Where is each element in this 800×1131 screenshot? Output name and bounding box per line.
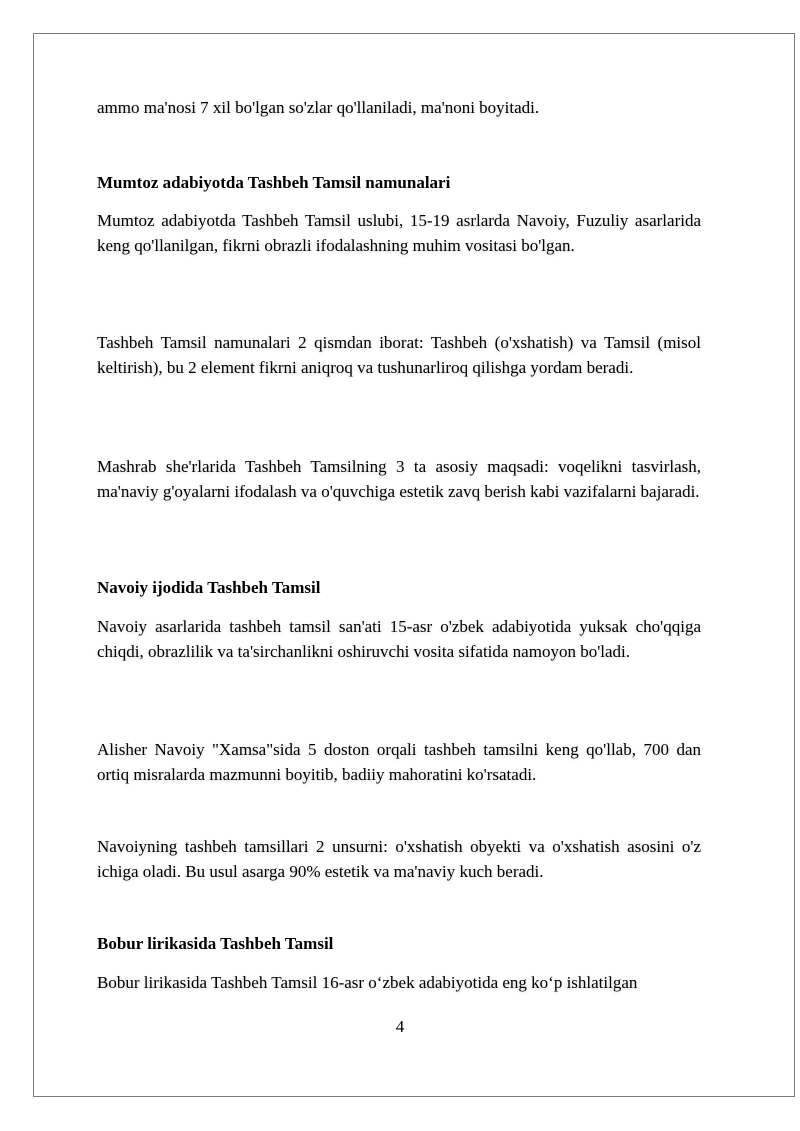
section-heading-mumtoz: Mumtoz adabiyotda Tashbeh Tamsil namunalari (97, 173, 451, 192)
paragraph-navoiy-3: Navoiyning tashbeh tamsillari 2 unsurni: o'xshatish obyekti va o'xshatish asosini o'z ichiga oladi. Bu usul asarga 90% estetik va ma'naviy kuch beradi. (97, 837, 701, 881)
intro-paragraph: ammo ma'nosi 7 xil bo'lgan so'zlar qo'llaniladi, ma'noni boyitadi. (97, 98, 540, 117)
paragraph-bobur-1: Bobur lirikasida Tashbeh Tamsil 16-asr o‘zbek adabiyotida eng ko‘p ishlatilgan (97, 973, 638, 992)
paragraph-navoiy-1: Navoiy asarlarida tashbeh tamsil san'ati 15-asr o'zbek adabiyotida yuksak cho'qqiga chiqdi, obrazlilik va ta'sirchanlikni oshiruvchi vosita sifatida namoyon bo'ladi. (97, 617, 701, 661)
paragraph-mumtoz-1: Mumtoz adabiyotda Tashbeh Tamsil uslubi, 15-19 asrlarda Navoiy, Fuzuliy asarlarida keng qo'llanilgan, fikrni obrazli ifodalashning muhim vositasi bo'lgan. (97, 211, 701, 255)
paragraph-mumtoz-3: Mashrab she'rlarida Tashbeh Tamsilning 3 ta asosiy maqsadi: voqelikni tasvirlash, ma'naviy g'oyalarni ifodalash va o'quvchiga estetik zavq berish kabi vazifalarni bajaradi. (97, 457, 701, 501)
paragraph-navoiy-2: Alisher Navoiy "Xamsa"sida 5 doston orqali tashbeh tamsilni keng qo'llab, 700 dan ortiq misralarda mazmunni boyitib, badiiy mahoratini ko'rsatadi. (97, 740, 701, 784)
section-heading-bobur: Bobur lirikasida Tashbeh Tamsil (97, 934, 334, 953)
section-heading-navoiy: Navoiy ijodida Tashbeh Tamsil (97, 578, 321, 597)
page-number: 4 (395, 1017, 405, 1036)
paragraph-mumtoz-2: Tashbeh Tamsil namunalari 2 qismdan iborat: Tashbeh (o'xshatish) va Tamsil (misol keltirish), bu 2 element fikrni aniqroq va tushunarliroq qilishga yordam beradi. (97, 333, 701, 377)
